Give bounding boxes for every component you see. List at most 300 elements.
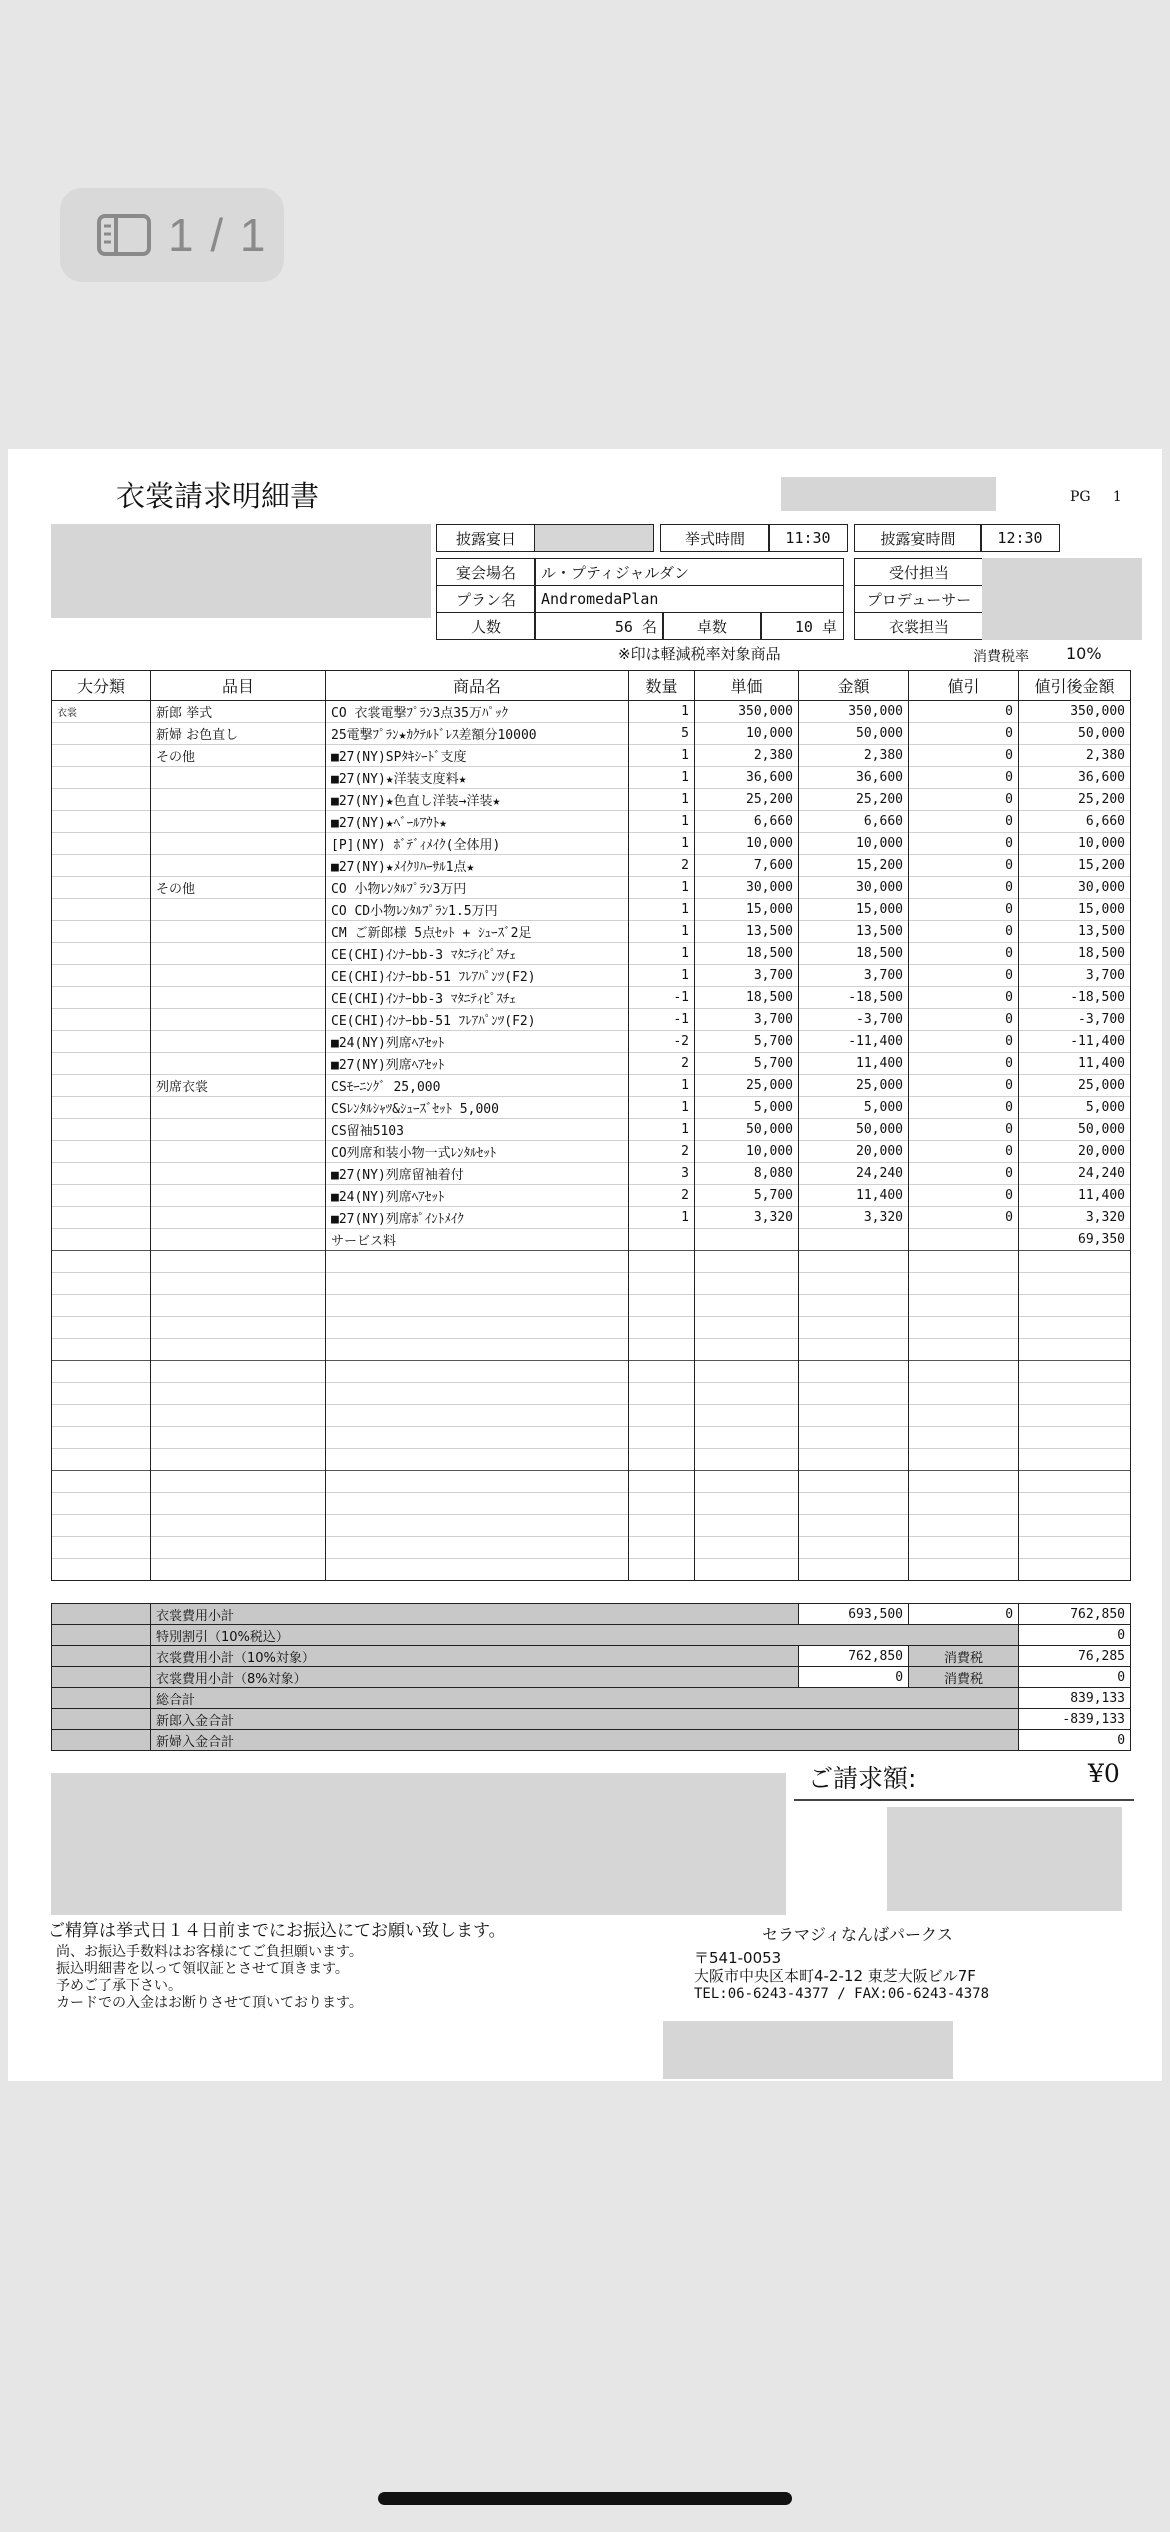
table-cell: その他	[151, 877, 326, 899]
table-cell: 3,700	[1019, 965, 1131, 987]
table-cell	[629, 1229, 695, 1251]
table-cell: 2,380	[695, 745, 799, 767]
table-cell: CO CD小物ﾚﾝﾀﾙﾌﾟﾗﾝ1.5万円	[326, 899, 629, 921]
table-cell: 2	[629, 1053, 695, 1075]
table-cell	[52, 1163, 151, 1185]
table-cell	[1019, 1427, 1131, 1449]
table-cell	[151, 1493, 326, 1515]
table-cell	[695, 1449, 799, 1471]
billing-amount-value: ¥0	[1088, 1759, 1120, 1788]
table-cell	[695, 1537, 799, 1559]
table-cell	[151, 1559, 326, 1581]
table-cell: 1	[629, 1075, 695, 1097]
table-cell: CO 小物ﾚﾝﾀﾙﾌﾟﾗﾝ3万円	[326, 877, 629, 899]
table-row	[52, 1207, 1131, 1229]
table-cell	[326, 1427, 629, 1449]
table-row	[52, 1031, 1131, 1053]
table-cell: -11,400	[799, 1031, 909, 1053]
table-cell: -3,700	[799, 1009, 909, 1031]
table-cell: 24,240	[1019, 1163, 1131, 1185]
note-line: 予めご了承下さい。	[56, 1978, 182, 1994]
table-cell: 1	[629, 899, 695, 921]
people-value: 56 名	[534, 612, 664, 640]
table-cell	[799, 1515, 909, 1537]
table-cell	[52, 987, 151, 1009]
table-cell: 7,600	[695, 855, 799, 877]
empty-row	[52, 1427, 1131, 1449]
postal-code: 〒541-0053	[694, 1949, 782, 1967]
table-cell	[52, 877, 151, 899]
table-cell	[799, 1251, 909, 1273]
table-cell: 25,200	[799, 789, 909, 811]
table-cell	[151, 855, 326, 877]
reception-label: 受付担当	[854, 558, 984, 586]
table-cell: 350,000	[799, 701, 909, 723]
table-cell: 2	[629, 1185, 695, 1207]
invoice-document	[8, 449, 1162, 2081]
empty-row	[52, 1273, 1131, 1295]
table-cell: 8,080	[695, 1163, 799, 1185]
table-cell	[326, 1273, 629, 1295]
payment-notes	[56, 1944, 363, 2012]
table-cell	[151, 1009, 326, 1031]
table-cell: 0	[909, 1009, 1019, 1031]
page-indicator[interactable]	[60, 188, 284, 282]
table-cell	[629, 1317, 695, 1339]
table-cell	[151, 1273, 326, 1295]
table-cell: 1	[629, 811, 695, 833]
table-cell	[909, 1515, 1019, 1537]
table-cell: 0	[909, 701, 1019, 723]
billing-underline	[794, 1799, 1134, 1801]
table-cell	[909, 1317, 1019, 1339]
table-cell	[151, 767, 326, 789]
table-cell	[52, 1339, 151, 1361]
table-row	[52, 745, 1131, 767]
document-title: 衣裳請求明細書	[116, 479, 320, 513]
table-cell: -1	[629, 1009, 695, 1031]
table-row	[52, 943, 1131, 965]
redacted-bank-info	[51, 1773, 786, 1915]
table-cell	[151, 965, 326, 987]
column-header: 金額	[799, 671, 909, 701]
column-header: 品目	[151, 671, 326, 701]
column-header: 数量	[629, 671, 695, 701]
table-cell	[52, 1515, 151, 1537]
table-cell	[151, 1317, 326, 1339]
table-cell: 1	[629, 1097, 695, 1119]
column-header: 値引後金額	[1019, 671, 1131, 701]
table-cell	[909, 1471, 1019, 1493]
table-cell: 0	[909, 1207, 1019, 1229]
table-cell	[799, 1295, 909, 1317]
table-cell	[52, 1471, 151, 1493]
table-cell: CSﾓｰﾆﾝｸﾞ 25,000	[326, 1075, 629, 1097]
table-cell	[151, 1097, 326, 1119]
summary-table	[51, 1603, 1131, 1751]
empty-row	[52, 1559, 1131, 1581]
table-cell	[629, 1295, 695, 1317]
table-cell: 0	[909, 855, 1019, 877]
table-cell	[151, 1207, 326, 1229]
table-cell: 1	[629, 877, 695, 899]
table-cell	[1019, 1295, 1131, 1317]
table-cell	[151, 1361, 326, 1383]
table-cell: 0	[909, 1119, 1019, 1141]
producer-label: プロデューサー	[854, 585, 984, 613]
table-cell	[151, 833, 326, 855]
table-cell: -18,500	[1019, 987, 1131, 1009]
table-cell: -1	[629, 987, 695, 1009]
table-cell: -2	[629, 1031, 695, 1053]
table-cell: ■27(NY)列席留袖着付	[326, 1163, 629, 1185]
table-row	[52, 1053, 1131, 1075]
table-cell: 18,500	[799, 943, 909, 965]
table-cell	[799, 1361, 909, 1383]
table-cell	[695, 1361, 799, 1383]
table-cell: 0	[909, 987, 1019, 1009]
tax-rate-value: 10%	[1066, 644, 1102, 663]
table-cell	[52, 833, 151, 855]
summary-row-special-discount: 特別割引（10%税込） 0	[52, 1625, 1131, 1646]
table-cell	[326, 1537, 629, 1559]
table-cell: 11,400	[1019, 1185, 1131, 1207]
column-header: 大分類	[52, 671, 151, 701]
table-cell	[52, 745, 151, 767]
table-cell: ■27(NY)★色直し洋装→洋装★	[326, 789, 629, 811]
table-cell	[1019, 1273, 1131, 1295]
table-cell: CE(CHI)ｲﾝﾅｰbb-3 ﾏﾀﾆﾃｨﾋﾟｽﾁｪ	[326, 943, 629, 965]
table-cell: 25,200	[695, 789, 799, 811]
table-cell	[326, 1471, 629, 1493]
table-cell	[151, 899, 326, 921]
table-cell: 5,000	[695, 1097, 799, 1119]
table-cell	[799, 1405, 909, 1427]
table-cell: CE(CHI)ｲﾝﾅｰbb-3 ﾏﾀﾆﾃｨﾋﾟｽﾁｪ	[326, 987, 629, 1009]
table-cell	[52, 1075, 151, 1097]
table-cell	[629, 1339, 695, 1361]
table-cell: 0	[909, 767, 1019, 789]
table-cell: 列席衣裳	[151, 1075, 326, 1097]
table-cell	[695, 1317, 799, 1339]
empty-row	[52, 1339, 1131, 1361]
table-cell	[695, 1493, 799, 1515]
address-line: 大阪市中央区本町4-2-12 東芝大阪ビル7F	[694, 1967, 976, 1985]
billing-amount-label: ご請求額:	[808, 1764, 917, 1793]
table-cell	[799, 1339, 909, 1361]
table-cell: 1	[629, 943, 695, 965]
kyoshiki-time-value: 11:30	[768, 524, 848, 552]
table-cell: 新郎 挙式	[151, 701, 326, 723]
table-cell: ■24(NY)列席ﾍｱｾｯﾄ	[326, 1031, 629, 1053]
table-cell	[1019, 1537, 1131, 1559]
table-cell: [P](NY) ﾎﾞﾃﾞｨﾒｲｸ(全体用)	[326, 833, 629, 855]
table-cell: -11,400	[1019, 1031, 1131, 1053]
table-cell	[52, 1251, 151, 1273]
table-cell: 30,000	[1019, 877, 1131, 899]
table-cell	[799, 1427, 909, 1449]
table-cell: 1	[629, 701, 695, 723]
hiroen-date-value	[534, 524, 654, 552]
table-cell: 25,000	[799, 1075, 909, 1097]
table-cell: -3,700	[1019, 1009, 1131, 1031]
table-row	[52, 1141, 1131, 1163]
hiroen-time-label: 披露宴時間	[854, 524, 982, 552]
company-name: セラマジィなんばパークス	[762, 1925, 953, 1944]
table-cell	[799, 1471, 909, 1493]
table-cell: 0	[909, 899, 1019, 921]
table-cell	[52, 1493, 151, 1515]
table-cell	[52, 1317, 151, 1339]
note-line: カードでの入金はお断りさせて頂いております。	[56, 1995, 363, 2011]
table-cell	[151, 1141, 326, 1163]
table-cell	[629, 1559, 695, 1581]
costume-staff-label: 衣裳担当	[854, 612, 984, 640]
table-row	[52, 1009, 1131, 1031]
table-cell: 350,000	[1019, 701, 1131, 723]
table-cell: 0	[909, 745, 1019, 767]
table-cell	[909, 1427, 1019, 1449]
table-cell: 50,000	[799, 1119, 909, 1141]
table-cell: 25電撃ﾌﾟﾗﾝ★ｶｸﾃﾙﾄﾞﾚｽ差額分10000	[326, 723, 629, 745]
table-cell	[695, 1383, 799, 1405]
column-header: 単価	[695, 671, 799, 701]
table-cell: 11,400	[799, 1185, 909, 1207]
empty-row	[52, 1251, 1131, 1273]
empty-row	[52, 1493, 1131, 1515]
table-cell	[52, 789, 151, 811]
table-cell	[695, 1559, 799, 1581]
table-cell	[151, 1383, 326, 1405]
home-indicator[interactable]	[378, 2492, 792, 2505]
table-cell: CO 衣裳電撃ﾌﾟﾗﾝ3点35万ﾊﾟｯｸ	[326, 701, 629, 723]
table-cell	[629, 1251, 695, 1273]
table-cell	[1019, 1251, 1131, 1273]
table-cell	[1019, 1317, 1131, 1339]
table-cell	[909, 1537, 1019, 1559]
table-cell	[52, 1053, 151, 1075]
table-cell: 0	[909, 1163, 1019, 1185]
redacted-block	[781, 477, 996, 511]
table-cell	[909, 1251, 1019, 1273]
table-cell	[909, 1383, 1019, 1405]
table-cell	[629, 1361, 695, 1383]
table-cell	[909, 1295, 1019, 1317]
table-cell	[151, 1405, 326, 1427]
table-cell: 5,700	[695, 1053, 799, 1075]
table-cell: 50,000	[1019, 723, 1131, 745]
empty-row	[52, 1295, 1131, 1317]
table-row	[52, 987, 1131, 1009]
table-cell: CS留袖5103	[326, 1119, 629, 1141]
company-address	[694, 1949, 989, 2003]
table-cell	[909, 1229, 1019, 1251]
table-cell: 0	[909, 1185, 1019, 1207]
page-indicator-text: 1 / 1	[168, 209, 268, 261]
table-cell: 3,700	[695, 1009, 799, 1031]
table-cell	[151, 1515, 326, 1537]
redacted-staff	[982, 558, 1142, 640]
table-cell: 25,000	[695, 1075, 799, 1097]
note-line: 振込明細書を以って領収証とさせて頂きます。	[56, 1961, 349, 1977]
table-cell	[1019, 1493, 1131, 1515]
table-row	[52, 833, 1131, 855]
table-cell	[52, 1141, 151, 1163]
table-cell	[1019, 1405, 1131, 1427]
table-cell: CM ご新郎様 5点ｾｯﾄ + ｼｭｰｽﾞ2足	[326, 921, 629, 943]
table-cell	[52, 1229, 151, 1251]
table-cell: 10,000	[695, 723, 799, 745]
table-row	[52, 789, 1131, 811]
table-cell: 36,600	[799, 767, 909, 789]
table-cell	[799, 1317, 909, 1339]
table-row	[52, 1119, 1131, 1141]
table-cell	[799, 1537, 909, 1559]
table-cell	[52, 965, 151, 987]
table-cell: 0	[909, 1031, 1019, 1053]
table-cell	[695, 1515, 799, 1537]
table-cell	[695, 1229, 799, 1251]
hiroen-date-label: 披露宴日	[436, 524, 536, 552]
table-cell: 24,240	[799, 1163, 909, 1185]
sidebar-icon	[96, 213, 152, 257]
table-cell: 6,660	[799, 811, 909, 833]
table-cell: 0	[909, 1141, 1019, 1163]
table-row	[52, 877, 1131, 899]
table-cell	[151, 1427, 326, 1449]
table-cell	[326, 1317, 629, 1339]
table-cell	[52, 1361, 151, 1383]
empty-row	[52, 1317, 1131, 1339]
table-cell: 5,700	[695, 1185, 799, 1207]
summary-row-groom-payment: 新郎入金合計 -839,133	[52, 1709, 1131, 1730]
table-cell: 1	[629, 1119, 695, 1141]
table-cell: その他	[151, 745, 326, 767]
redacted-stamp	[887, 1807, 1122, 1911]
note-line: 尚、お振込手数料はお客様にてご負担願います。	[56, 1944, 363, 1960]
table-cell	[151, 1163, 326, 1185]
table-cell	[1019, 1383, 1131, 1405]
table-cell: ■27(NY)★洋装支度料★	[326, 767, 629, 789]
table-cell: 15,000	[695, 899, 799, 921]
table-cell	[151, 1185, 326, 1207]
venue-label: 宴会場名	[436, 558, 536, 586]
table-row	[52, 965, 1131, 987]
table-cell	[151, 943, 326, 965]
table-cell: 6,660	[695, 811, 799, 833]
table-cell: 1	[629, 789, 695, 811]
table-cell	[695, 1427, 799, 1449]
table-cell	[151, 1251, 326, 1273]
table-cell: 10,000	[799, 833, 909, 855]
table-cell: 50,000	[695, 1119, 799, 1141]
table-cell: 20,000	[1019, 1141, 1131, 1163]
table-cell: 30,000	[799, 877, 909, 899]
table-cell: サービス料	[326, 1229, 629, 1251]
table-cell: ■27(NY)列席ﾎﾟｲﾝﾄﾒｲｸ	[326, 1207, 629, 1229]
table-cell	[909, 1361, 1019, 1383]
column-header: 値引	[909, 671, 1019, 701]
table-row	[52, 767, 1131, 789]
table-cell: 3,320	[695, 1207, 799, 1229]
table-cell	[1019, 1361, 1131, 1383]
table-row	[52, 921, 1131, 943]
table-cell	[52, 1119, 151, 1141]
table-cell: 3	[629, 1163, 695, 1185]
table-cell	[909, 1273, 1019, 1295]
redacted-customer	[51, 524, 431, 618]
table-cell	[326, 1339, 629, 1361]
table-cell	[1019, 1339, 1131, 1361]
table-cell	[1019, 1559, 1131, 1581]
table-cell	[151, 811, 326, 833]
table-cell: CE(CHI)ｲﾝﾅｰbb-51 ﾌﾚｱﾊﾟﾝﾂ(F2)	[326, 965, 629, 987]
table-cell: 36,600	[695, 767, 799, 789]
table-cell: 3,700	[799, 965, 909, 987]
table-cell: 11,400	[1019, 1053, 1131, 1075]
table-cell	[151, 1031, 326, 1053]
table-cell	[151, 921, 326, 943]
table-cell	[629, 1515, 695, 1537]
table-cell: 2	[629, 1141, 695, 1163]
table-cell: 衣裳	[52, 701, 151, 723]
redacted-footer	[663, 2021, 953, 2079]
kyoshiki-time-label: 挙式時間	[660, 524, 770, 552]
table-cell	[695, 1295, 799, 1317]
table-cell	[909, 1493, 1019, 1515]
table-cell	[151, 1537, 326, 1559]
empty-row	[52, 1383, 1131, 1405]
table-cell: 0	[909, 1075, 1019, 1097]
table-cell	[52, 899, 151, 921]
table-cell: 350,000	[695, 701, 799, 723]
table-cell	[1019, 1515, 1131, 1537]
table-cell	[52, 1185, 151, 1207]
table-cell	[52, 921, 151, 943]
table-cell: 15,200	[799, 855, 909, 877]
table-cell: 3,700	[695, 965, 799, 987]
column-header: 商品名	[326, 671, 629, 701]
table-cell	[52, 1383, 151, 1405]
table-cell	[151, 1339, 326, 1361]
items-table	[51, 670, 1131, 1581]
table-cell	[799, 1493, 909, 1515]
table-cell	[1019, 1471, 1131, 1493]
empty-row	[52, 1405, 1131, 1427]
table-cell: 30,000	[695, 877, 799, 899]
table-row	[52, 811, 1131, 833]
summary-row-8pct: 衣裳費用小計（8%対象） 0 消費税 0	[52, 1667, 1131, 1688]
table-cell: 5,000	[1019, 1097, 1131, 1119]
table-row	[52, 723, 1131, 745]
table-cell	[151, 1449, 326, 1471]
table-cell	[629, 1383, 695, 1405]
table-row	[52, 855, 1131, 877]
table-cell: 15,000	[1019, 899, 1131, 921]
table-cell	[629, 1427, 695, 1449]
table-cell	[52, 1559, 151, 1581]
table-cell: 新婦 お色直し	[151, 723, 326, 745]
table-cell: 3,320	[799, 1207, 909, 1229]
table-cell	[326, 1295, 629, 1317]
table-cell: 0	[909, 921, 1019, 943]
table-cell	[909, 1339, 1019, 1361]
table-cell	[52, 811, 151, 833]
table-cell: 0	[909, 965, 1019, 987]
table-cell	[799, 1273, 909, 1295]
empty-row	[52, 1361, 1131, 1383]
table-cell: 20,000	[799, 1141, 909, 1163]
